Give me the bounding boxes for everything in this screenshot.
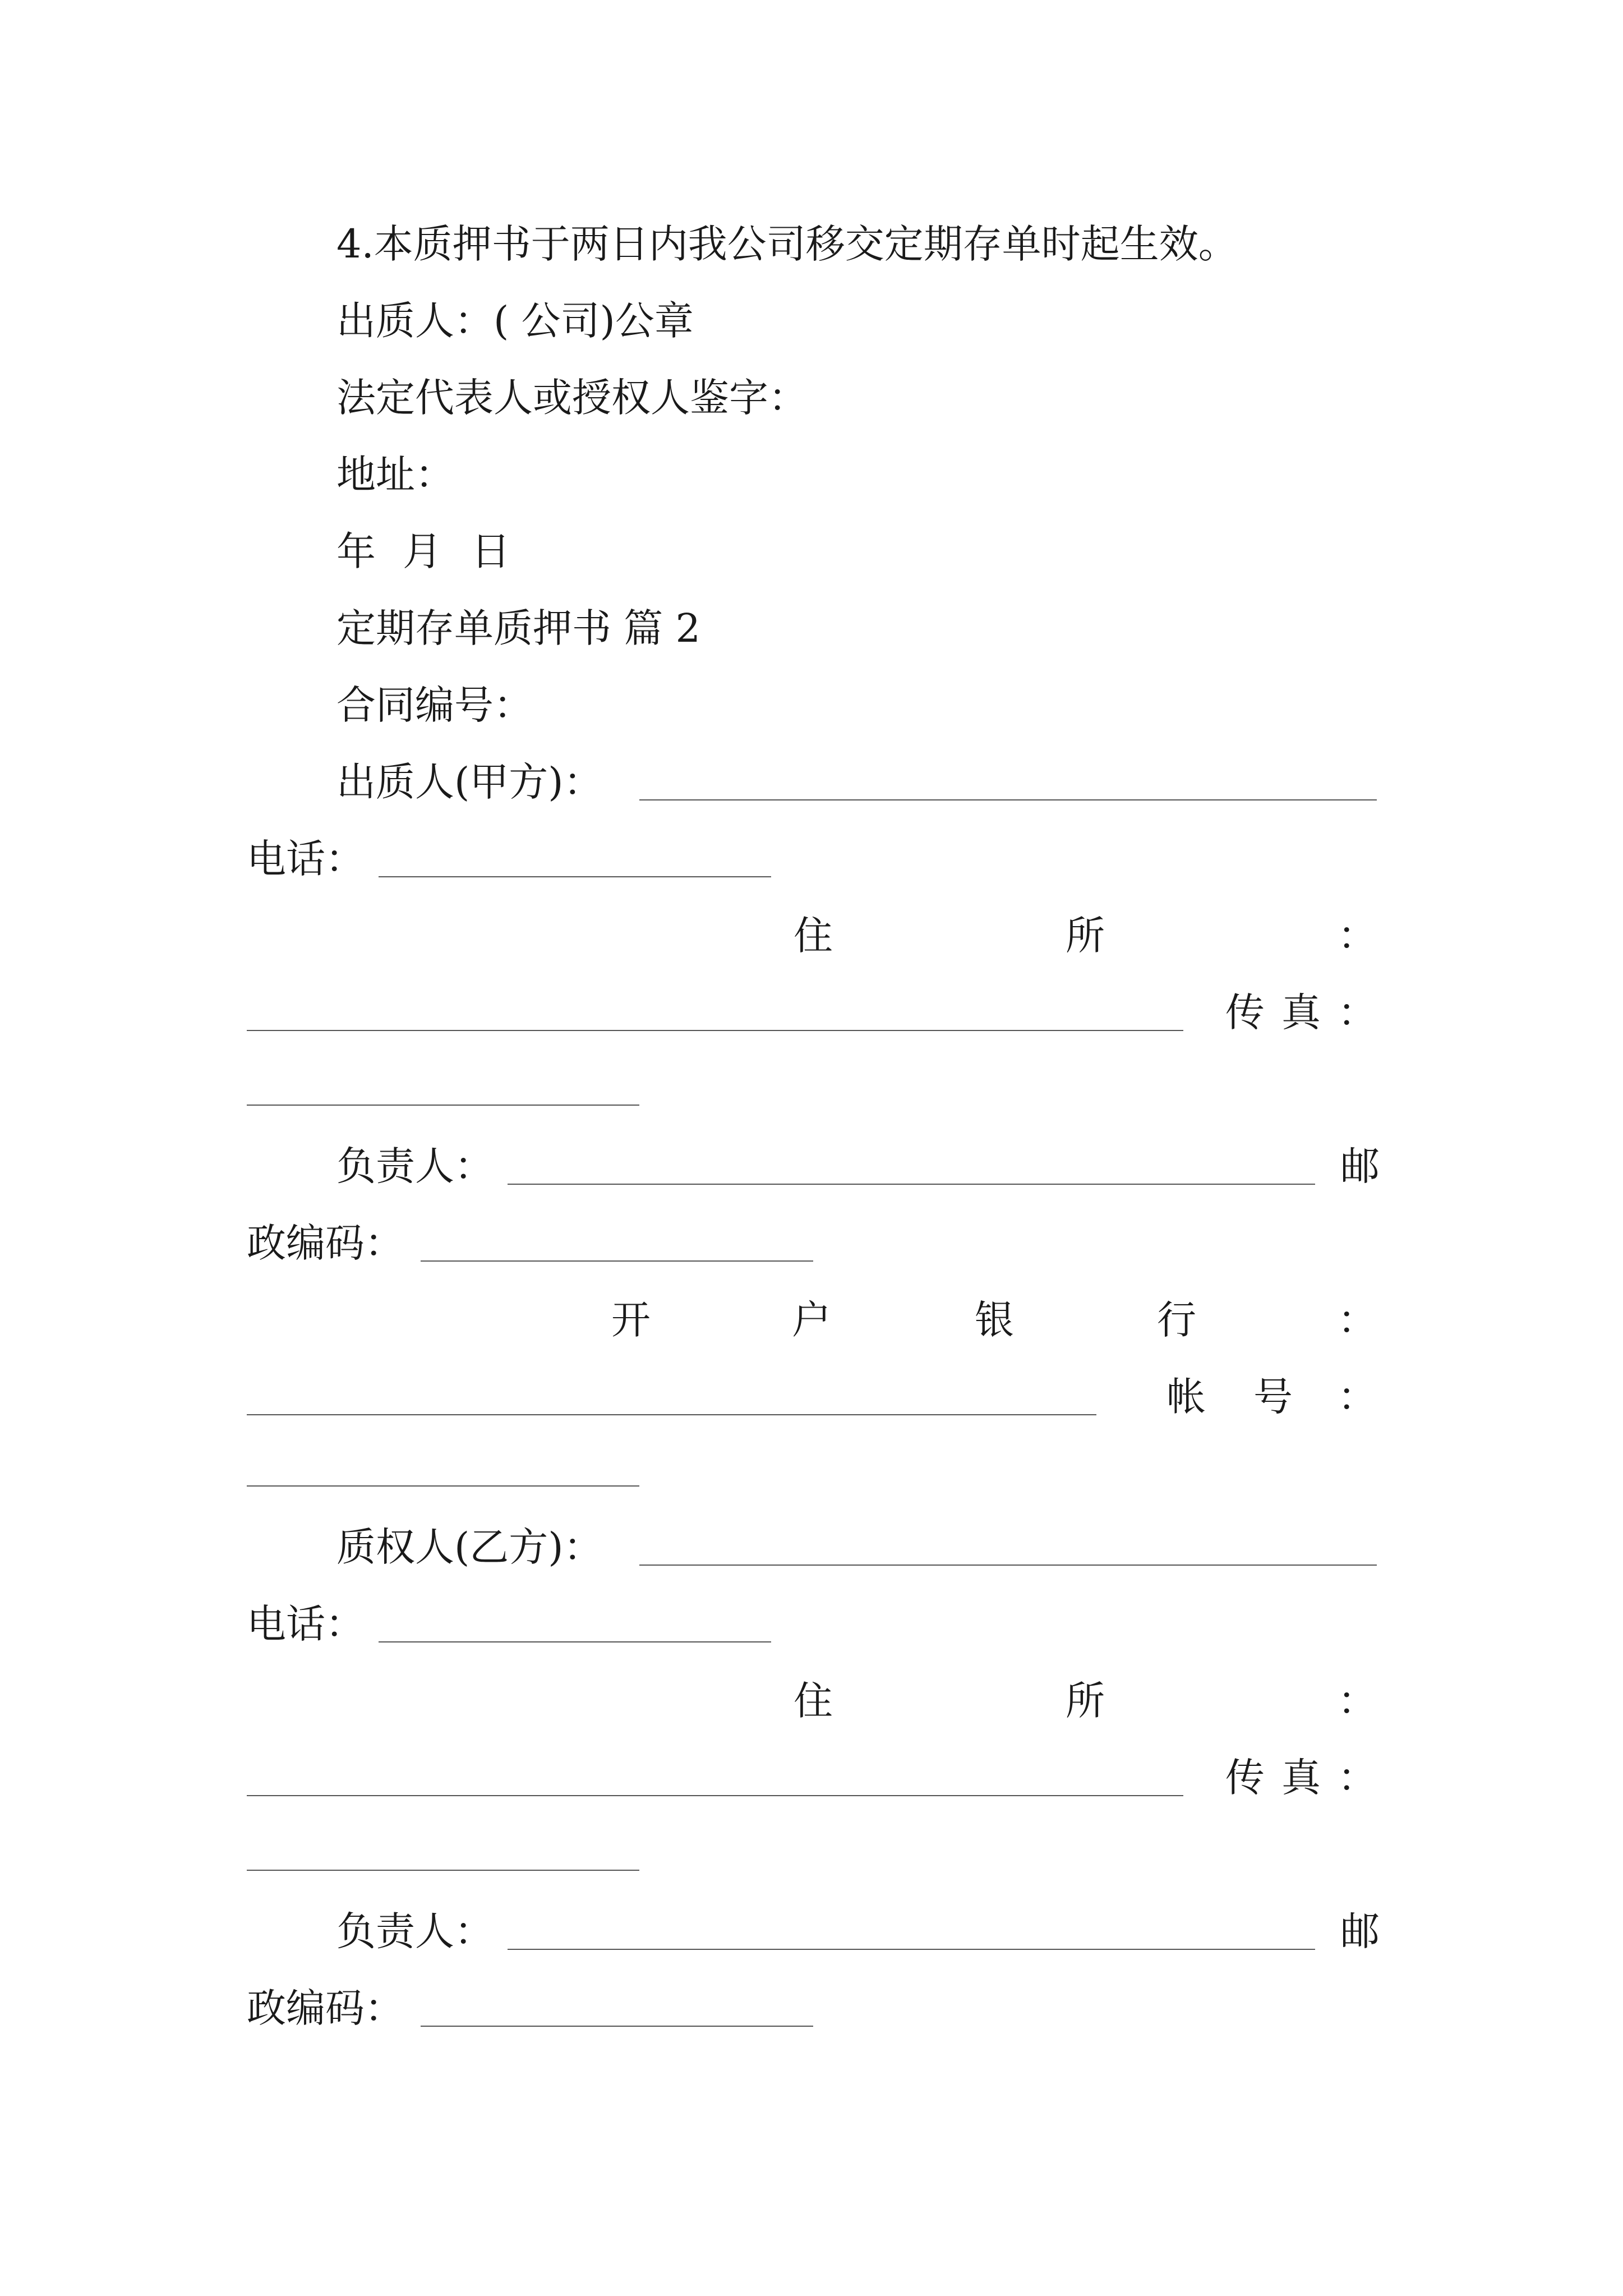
party-b-residence-char1: 住 [794,1678,833,1724]
party-a-bank-char4: 行 [1157,1297,1196,1343]
party-a-person-in-charge-label: 负责人： [336,1143,494,1189]
party-b-name-blank[interactable] [639,1565,1377,1566]
party-b-phone-label: 电话： [247,1601,365,1647]
party-a-bank-char3: 银 [975,1297,1014,1343]
party-b-fax-char2: 真 [1281,1755,1321,1801]
party-b-fax-blank[interactable] [247,1870,639,1871]
date-month: 月 [403,528,442,574]
party-b-fax-colon: ： [1338,1755,1377,1801]
party-b-residence-colon: ： [1338,1678,1377,1724]
party-a-postcode-char1: 邮 [1340,1143,1380,1189]
party-a-phone-label: 电话： [247,836,365,882]
party-b-postcode-rest: 政编码： [247,1985,404,2031]
section-title: 定期存单质押书 篇 2 [336,605,701,651]
party-a-fax-char1: 传 [1225,990,1265,1036]
pledgor-seal-line: 出质人：( 公司)公章 [336,298,694,344]
party-a-title: 出质人(甲方)： [336,759,603,805]
party-a-name-blank[interactable] [639,799,1377,800]
clause-4: 4.本质押书于两日内我公司移交定期存单时起生效。 [336,221,1238,267]
party-a-postcode-rest: 政编码： [247,1220,404,1266]
contract-number-line: 合同编号： [336,682,533,728]
party-b-phone-blank[interactable] [379,1641,771,1642]
party-a-bank-char2: 户 [792,1297,831,1343]
party-a-bank-char1: 开 [611,1297,651,1343]
party-a-residence-char2: 所 [1066,913,1105,959]
party-a-fax-colon: ： [1338,990,1377,1036]
party-b-residence-char2: 所 [1066,1678,1105,1724]
date-day: 日 [471,528,510,574]
party-a-account-blank[interactable] [247,1485,639,1487]
party-b-person-in-charge-blank[interactable] [508,1949,1315,1950]
legal-rep-signature-line: 法定代表人或授权人鉴字： [336,375,808,421]
party-a-bank-colon: ： [1338,1297,1377,1343]
party-a-account-char2: 号 [1253,1374,1293,1420]
party-b-residence-blank[interactable] [247,1795,1183,1796]
party-a-account-char1: 帐 [1166,1374,1206,1420]
party-b-title: 质权人(乙方)： [336,1524,603,1570]
address-line: 地址： [336,452,454,498]
party-b-postcode-char1: 邮 [1340,1908,1380,1954]
party-b-fax-char1: 传 [1225,1755,1265,1801]
party-a-account-colon: ： [1338,1374,1377,1420]
party-a-residence-colon: ： [1338,913,1377,959]
date-year: 年 [336,528,376,574]
party-a-residence-char1: 住 [794,913,833,959]
party-a-fax-blank[interactable] [247,1105,639,1106]
party-a-postcode-blank[interactable] [421,1260,813,1262]
party-a-residence-blank[interactable] [247,1030,1183,1031]
party-a-fax-char2: 真 [1281,990,1321,1036]
party-a-person-in-charge-blank[interactable] [508,1184,1315,1185]
party-a-bank-blank[interactable] [247,1414,1096,1415]
party-b-person-in-charge-label: 负责人： [336,1908,494,1954]
party-b-postcode-blank[interactable] [421,2026,813,2027]
party-a-phone-blank[interactable] [379,876,771,877]
